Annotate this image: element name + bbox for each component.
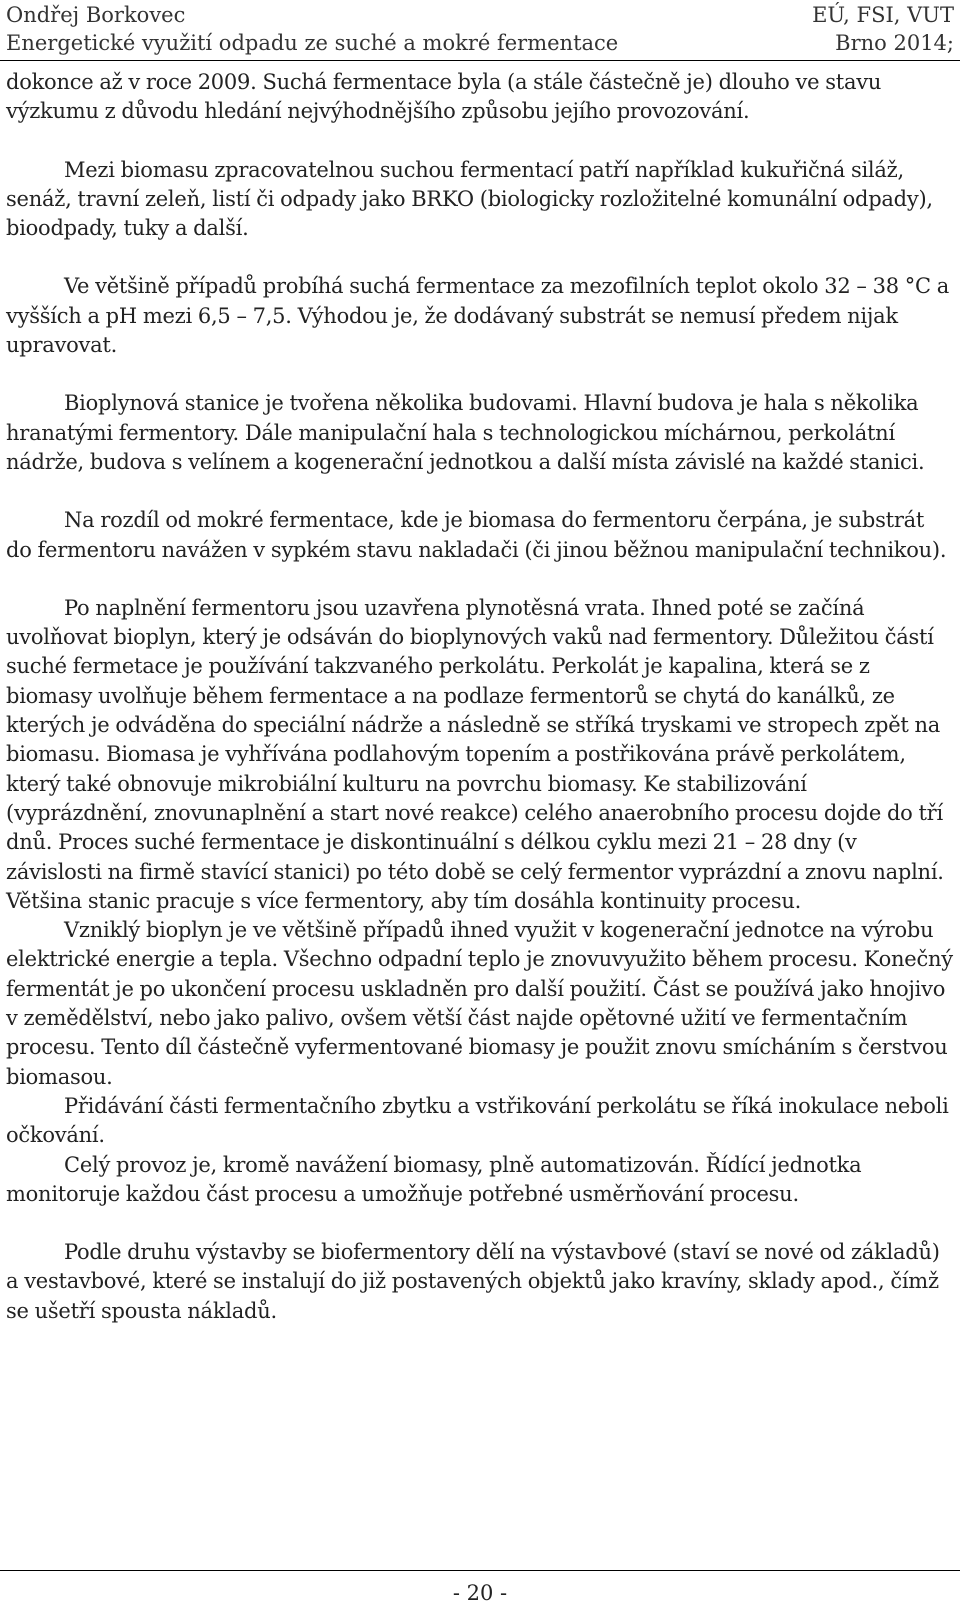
paragraph-continuation: dokonce až v roce 2009. Suchá fermentace byla (a stále částečně je) dlouho ve stavu výzkumu z důvodu hledání nejvýhodnějšího způsobu jejího provozování. <box>6 70 882 124</box>
running-header-line-1 <box>6 2 954 28</box>
paragraph-buildings: Bioplynová stanice je tvořena několika budovami. Hlavní budova je hala s několika hranatými fermentory. Dále manipulační hala s technologickou míchárnou, perkolátní nádrže, budova s velínem a kogenerační jednotkou a další místa závislé na každé stanici. <box>6 391 925 474</box>
header-author: Ondřej Borkovec <box>6 3 186 27</box>
running-header-line-2 <box>6 30 954 56</box>
page-body <box>6 68 954 1326</box>
paragraph-substrate-loading: Na rozdíl od mokré fermentace, kde je biomasa do fermentoru čerpána, je substrát do fermentoru navážen v sypkém stavu nakladači (či jinou běžnou manipulační technikou). <box>6 508 947 562</box>
paragraph-biomass-types: Mezi biomasu zpracovatelnou suchou fermentací patří například kukuřičná siláž, senáž, travní zeleň, listí či odpady jako BRKO (biologicky rozložitelné komunální odpady), bioodpady, tuky a další. <box>6 157 933 241</box>
paragraph-construction-types: Podle druhu výstavby se biofermentory dělí na výstavbové (staví se nové od základů) a vestavbové, které se instalují do již postavených objektů jako kravíny, sklady apod., čímž se ušetří spousta nákladů. <box>6 1240 940 1323</box>
paragraph-temperatures: Ve většině případů probíhá suchá fermentace za mezofilních teplot okolo 32 – 38 °C a vyšších a pH mezi 6,5 – 7,5. Výhodou je, že dodávaný substrát se nemusí předem nijak upravovat. <box>6 274 949 358</box>
header-place-year: Brno 2014; <box>835 31 954 55</box>
paragraph-automation: Celý provoz je, kromě navážení biomasy, plně automatizován. Řídící jednotka monitoruje každou část procesu a umožňuje potřebné usměrňování procesu. <box>6 1152 862 1206</box>
header-rule <box>0 60 960 61</box>
footer-rule <box>0 1570 960 1571</box>
paragraph-inoculation: Přidávání části fermentačního zbytku a vstřikování perkolátu se říká inokulace neboli očkování. <box>6 1093 949 1148</box>
page-number: - 20 - <box>452 1581 508 1605</box>
header-thesis-title: Energetické využití odpadu ze suché a mokré fermentace <box>6 31 619 55</box>
paragraph-percolate: Po naplnění fermentoru jsou uzavřena plynotěsná vrata. Ihned poté se začíná uvolňovat bioplyn, který je odsáván do bioplynových vaků nad fermentory. Důležitou částí suché fermetace je používání takzvaného perkolátu. Perkolát je kapalina, která se z biomasy uvolňuje během fermentace a na podlaze fermentorů se chytá do kanálků, ze kterých je odváděna do speciální nádrže a následně se stříká tryskami ve stropech zpět na biomasu. Biomasa je vyhřívána podlahovým topením a postřikována právě perkolátem, který také obnovuje mikrobiální kulturu na povrchu biomasy. Ke stabilizování (vyprázdnění, znovunaplnění a start nové reakce) celého anaerobního procesu dojde do tří dnů. Proces suché fermentace je diskontinuální s délkou cyklu mezi 21 – 28 dny (v závislosti na firmě stavící stanici) po této době se celý fermentor vyprázdní a znovu naplní. Většina stanic pracuje s více fermentory, aby tím dosáhla kontinuity procesu. <box>6 595 944 913</box>
paragraph-biogas-use: Vzniklý bioplyn je ve většině případů ihned využit v kogenerační jednotce na výrobu elektrické energie a tepla. Všechno odpadní teplo je znovuvyužito během procesu. Konečný fermentát je po ukončení procesu uskladněn pro další použití. Část se používá jako hnojivo v zemědělství, nebo jako palivo, ovšem větší část najde opětovné užití ve fermentačním procesu. Tento díl částečně vyfermentované biomasy je použit znovu smícháním s čerstvou biomasou. <box>6 918 953 1089</box>
header-institution: EÚ, FSI, VUT <box>812 3 954 27</box>
